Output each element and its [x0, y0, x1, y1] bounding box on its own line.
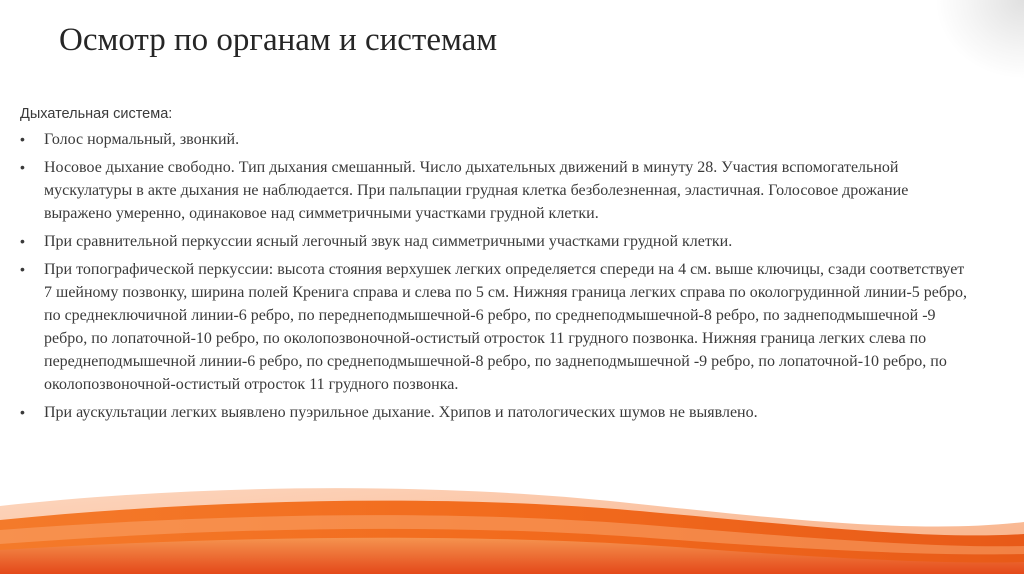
list-item: [20, 401, 970, 424]
corner-shadow: [934, 0, 1024, 80]
list-item: [20, 128, 970, 151]
bullet-icon: •: [20, 404, 25, 420]
list-item-text: При аускультации легких выявлено пуэрильное дыхание. Хрипов и патологических шумов не выявлено.: [44, 404, 758, 421]
list-item: [20, 230, 970, 253]
slide-content: [20, 104, 970, 429]
orange-wave-decoration: [0, 464, 1024, 574]
bullet-icon: •: [20, 159, 25, 175]
bullet-icon: •: [20, 131, 25, 147]
bullet-icon: •: [20, 233, 25, 249]
list-item-text: При сравнительной перкуссии ясный легочный звук над симметричными участками грудной клетки.: [44, 233, 733, 250]
slide-title: Осмотр по органам и системам: [59, 22, 498, 58]
list-item: [20, 258, 970, 396]
list-item: [20, 156, 970, 225]
list-item-text: При топографической перкуссии: высота стояния верхушек легких определяется спереди на 4 см. выше ключицы, сзади соответствует 7 шейному позвонку, ширина полей Кренига справа и слева по 5 см. Нижняя граница легких справа по окологрудинной линии-5 ребро, по среднеключичной линии-6 ребро, по переднеподмышечной-6 ребро, по среднеподмышечной-8 ребро, по заднеподмышечной -9 ребро, по лопаточной-10 ребро, по околопозвоночной-остистый отросток 11 грудного позвонка. Нижняя граница легких слева по переднеподмышечной линии-6 ребро, по среднеподмышечной-8 ребро, по заднеподмышечной -9 ребро, по лопаточной-10 ребро, по околопозвоночной-остистый отросток 11 грудного позвонка.: [44, 261, 968, 393]
section-label: Дыхательная система:: [20, 106, 173, 122]
list-item-text: Голос нормальный, звонкий.: [44, 131, 240, 148]
bullet-icon: •: [20, 261, 25, 277]
list-item-text: Носовое дыхание свободно. Тип дыхания смешанный. Число дыхательных движений в минуту 28. Участия вспомогательной мускулатуры в акте дыхания не наблюдается. При пальпации грудная клетка безболезненная, эластичная. Голосовое дрожание выражено умеренно, одинаковое над симметричными участками грудной клетки.: [44, 159, 909, 222]
bullet-list: [20, 128, 970, 424]
